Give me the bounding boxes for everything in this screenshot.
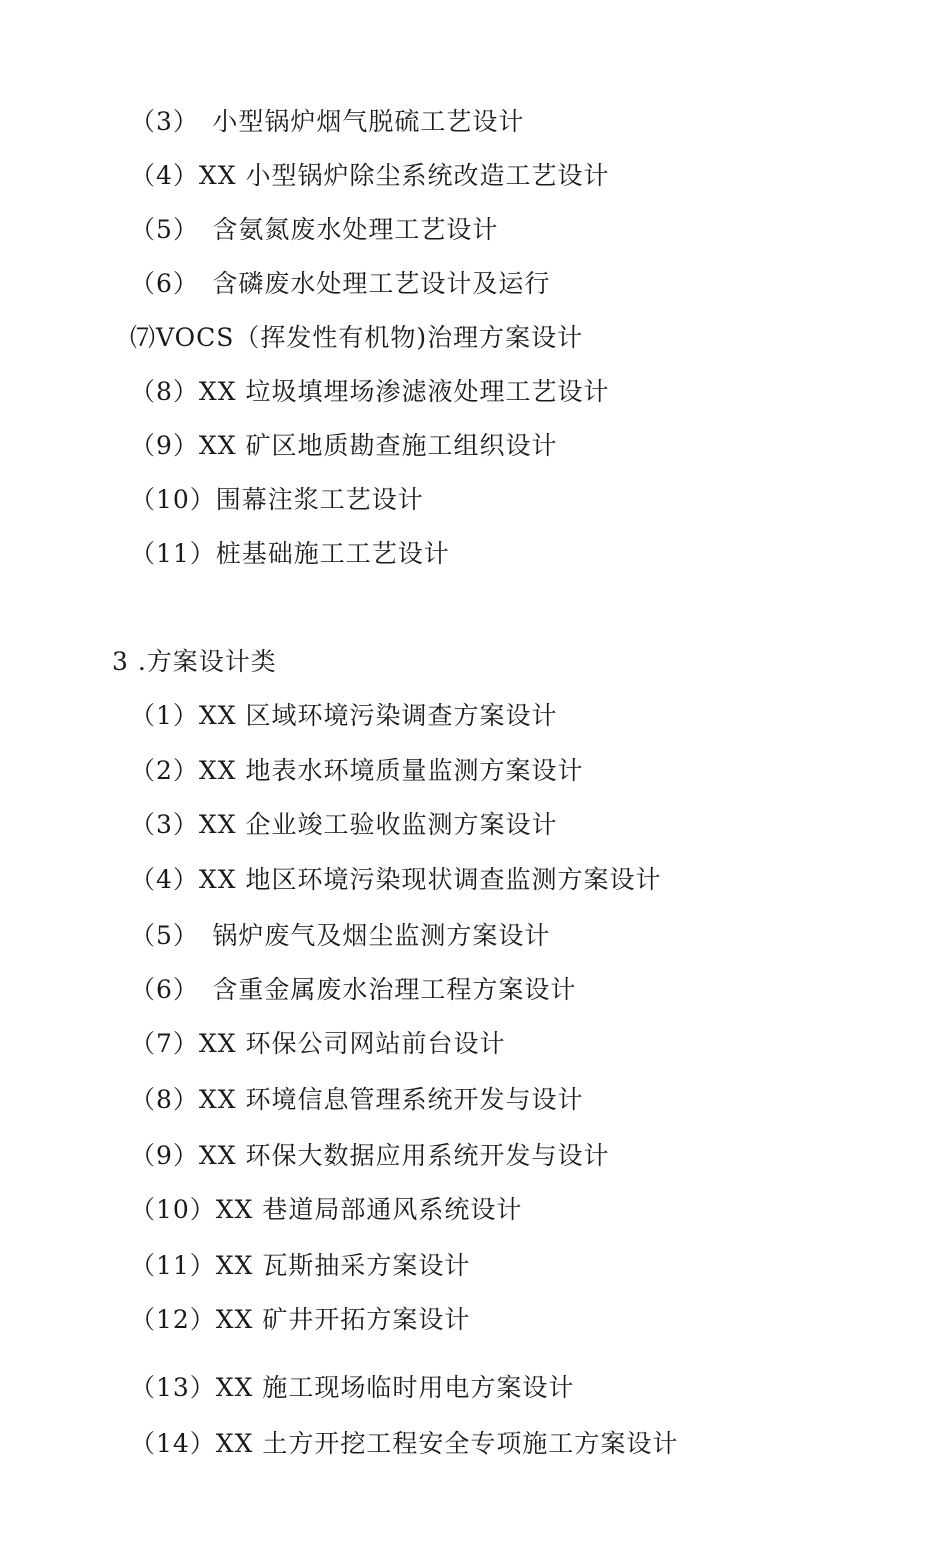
list-item: （10）XX 巷道局部通风系统设计 [130, 1195, 523, 1224]
list-item: （4）XX 小型锅炉除尘系统改造工艺设计 [130, 161, 610, 190]
section-heading: 3 .方案设计类 [112, 647, 277, 676]
list-item: ⑺VOCS（挥发性有机物)治理方案设计 [130, 323, 584, 352]
list-item: （5） 锅炉废气及烟尘监测方案设计 [130, 921, 551, 950]
list-item: （9）XX 矿区地质勘查施工组织设计 [130, 431, 558, 460]
list-item: （12）XX 矿井开拓方案设计 [130, 1305, 471, 1334]
list-item: （6） 含磷废水处理工艺设计及运行 [130, 269, 551, 298]
list-item: （11）桩基础施工工艺设计 [130, 539, 450, 568]
list-item: （4）XX 地区环境污染现状调查监测方案设计 [130, 865, 662, 894]
list-item: （6） 含重金属废水治理工程方案设计 [130, 975, 577, 1004]
list-item: （7）XX 环保公司网站前台设计 [130, 1029, 506, 1058]
list-item: （3） 小型锅炉烟气脱硫工艺设计 [130, 107, 525, 136]
list-item: （1）XX 区域环境污染调查方案设计 [130, 701, 558, 730]
list-item: （5） 含氨氮废水处理工艺设计 [130, 215, 499, 244]
list-item: （8）XX 垃圾填埋场渗滤液处理工艺设计 [130, 377, 610, 406]
list-item: （13）XX 施工现场临时用电方案设计 [130, 1373, 575, 1402]
list-item: （10）围幕注浆工艺设计 [130, 485, 424, 514]
list-item: （3）XX 企业竣工验收监测方案设计 [130, 810, 558, 839]
list-item: （8）XX 环境信息管理系统开发与设计 [130, 1085, 584, 1114]
list-item: （11）XX 瓦斯抽采方案设计 [130, 1251, 471, 1280]
list-item: （2）XX 地表水环境质量监测方案设计 [130, 756, 584, 785]
list-item: （9）XX 环保大数据应用系统开发与设计 [130, 1141, 610, 1170]
list-item: （14）XX 土方开挖工程安全专项施工方案设计 [130, 1429, 679, 1458]
